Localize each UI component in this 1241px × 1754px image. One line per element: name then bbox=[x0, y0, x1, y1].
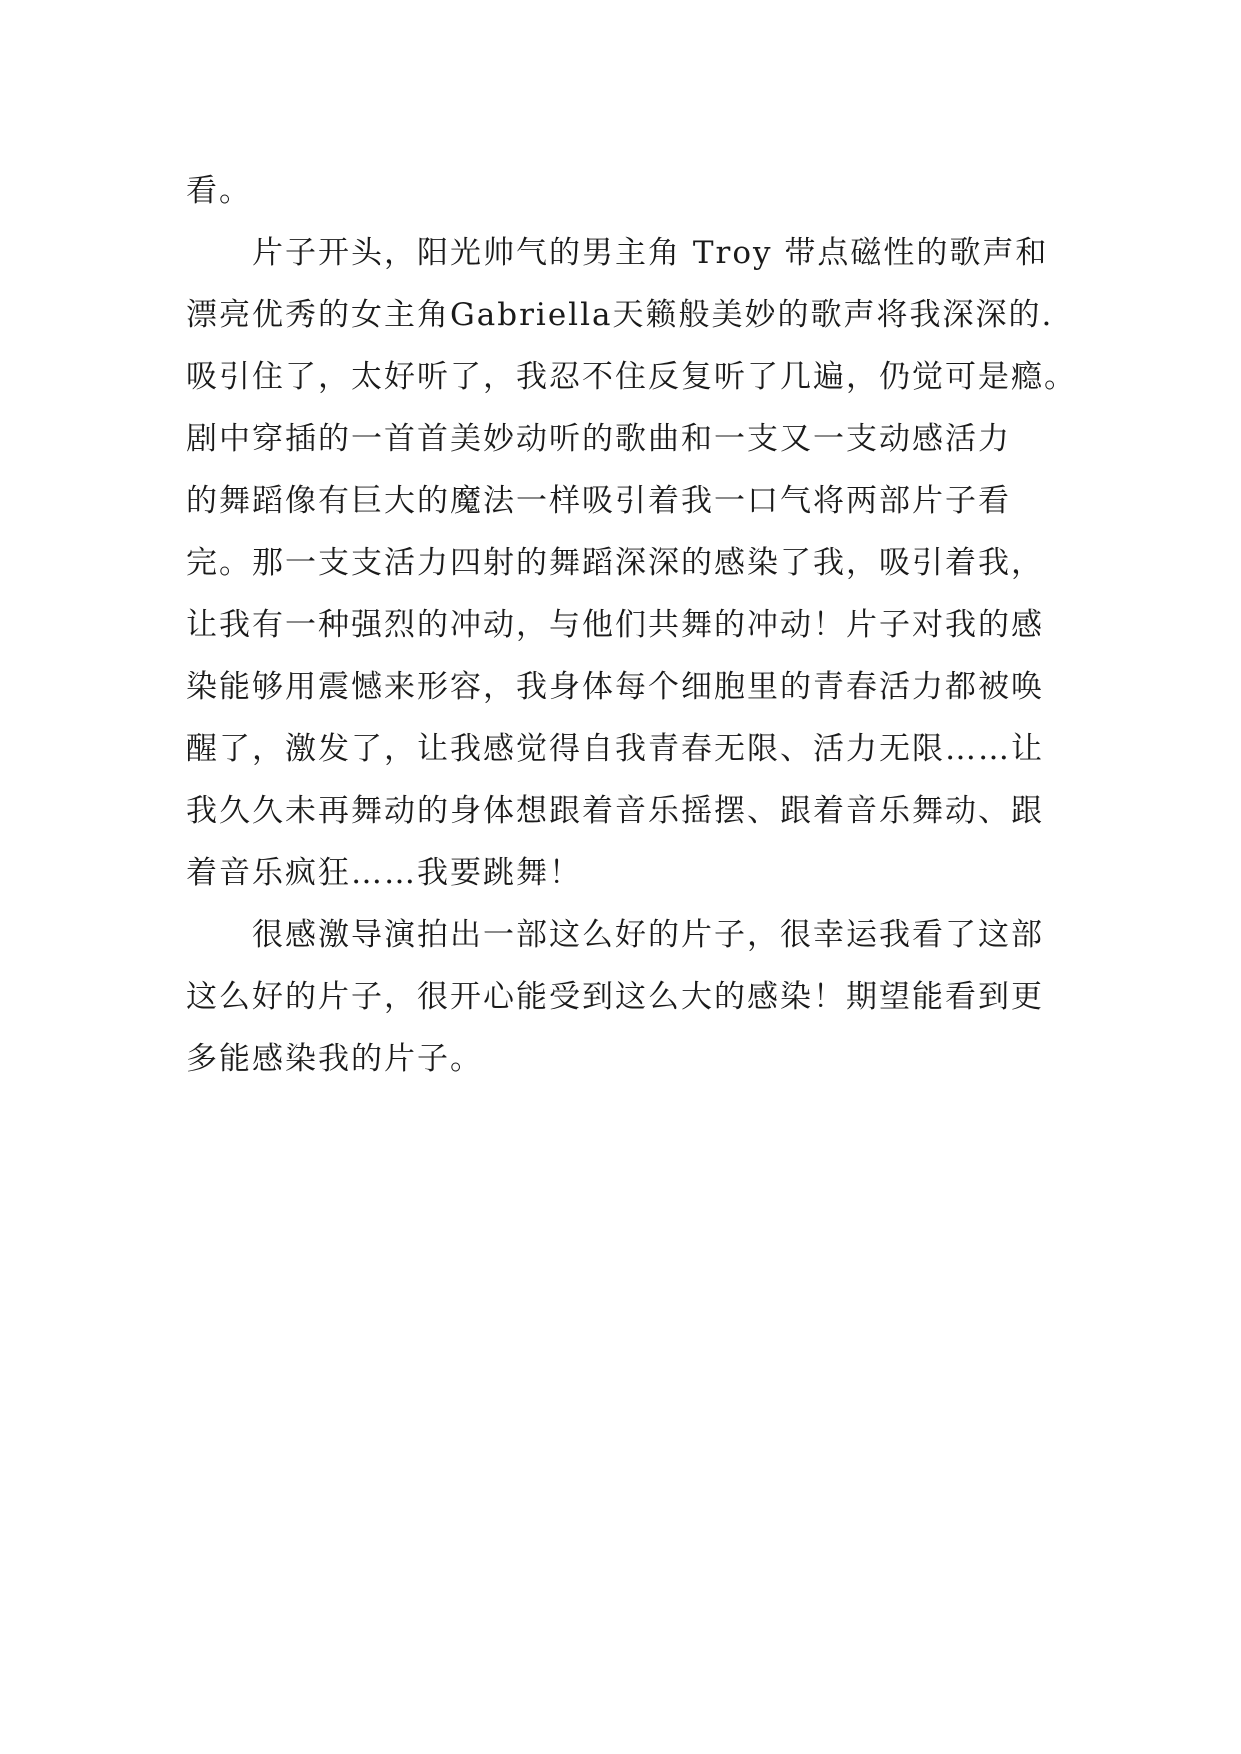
text-line: 的舞蹈像有巨大的魔法一样吸引着我一口气将两部片子看 bbox=[186, 483, 1011, 519]
text-line: 剧中穿插的一首首美妙动听的歌曲和一支又一支动感活力 bbox=[186, 421, 1011, 457]
paragraph-start-line: 很感激导演拍出一部这么好的片子，很幸运我看了这部 bbox=[252, 917, 1044, 953]
text-line: 让我有一种强烈的冲动，与他们共舞的冲动！片子对我的感 bbox=[186, 607, 1044, 643]
text-line: 完。那一支支活力四射的舞蹈深深的感染了我，吸引着我， bbox=[186, 545, 1044, 581]
paragraph-start-line: 片子开头，阳光帅气的男主角 Troy 带点磁性的歌声和 bbox=[252, 235, 1049, 271]
text-line: 这么好的片子，很开心能受到这么大的感染！期望能看到更 bbox=[186, 979, 1044, 1015]
text-line: 吸引住了，太好听了，我忍不住反复听了几遍，仍觉可是瘾。 bbox=[186, 359, 1077, 395]
text-line: 看。 bbox=[186, 173, 252, 209]
text-line: 我久久未再舞动的身体想跟着音乐摇摆、跟着音乐舞动、跟 bbox=[186, 793, 1044, 829]
text-line: 醒了，激发了，让我感觉得自我青春无限、活力无限……让 bbox=[186, 731, 1044, 767]
text-line: 着音乐疯狂……我要跳舞！ bbox=[186, 855, 582, 891]
document-body bbox=[186, 160, 1077, 1090]
text-line: 多能感染我的片子。 bbox=[186, 1041, 483, 1077]
text-line: 染能够用震憾来形容，我身体每个细胞里的青春活力都被唤 bbox=[186, 669, 1044, 705]
text-line: 漂亮优秀的女主角Gabriella天籁般美妙的歌声将我深深的. bbox=[186, 297, 1054, 333]
